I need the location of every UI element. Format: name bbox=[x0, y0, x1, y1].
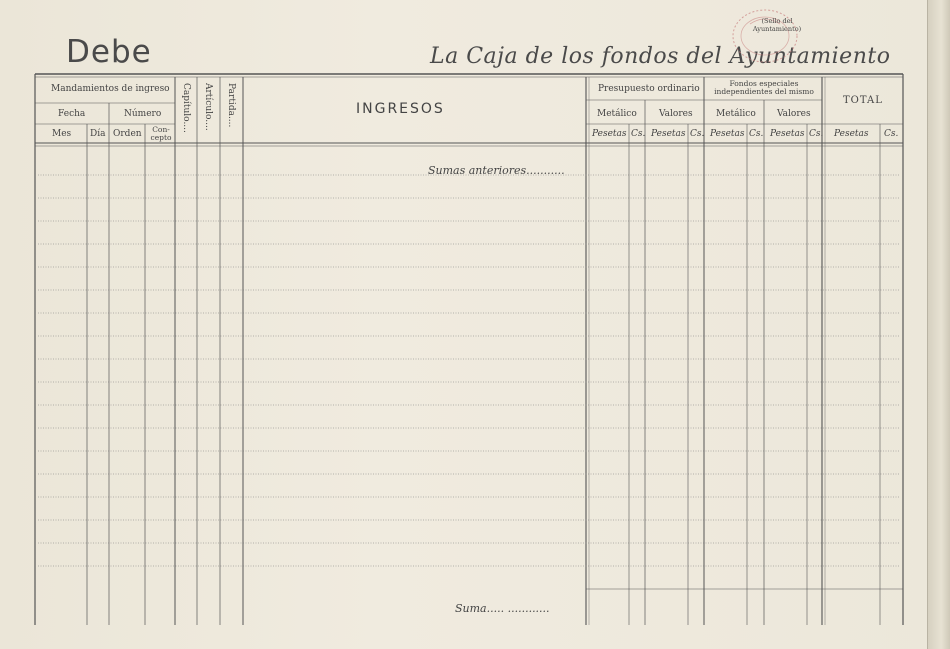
cs-header-3: Cs. bbox=[749, 129, 764, 139]
ingresos-header: INGRESOS bbox=[356, 101, 445, 117]
fondos-header: Fondos especiales independientes del mismo bbox=[714, 79, 814, 96]
valores-header-2: Valores bbox=[777, 109, 811, 119]
articulo-header: Artículo.... bbox=[203, 83, 213, 131]
ruled-row-lines bbox=[38, 175, 900, 566]
cs-header-5: Cs. bbox=[884, 129, 899, 139]
suma-label: Suma..... ............ bbox=[455, 602, 550, 615]
dia-header: Día bbox=[90, 129, 106, 139]
pesetas-header-5: Pesetas bbox=[834, 129, 869, 139]
fecha-header: Fecha bbox=[58, 109, 86, 119]
valores-header-1: Valores bbox=[659, 109, 693, 119]
pesetas-header-1: Pesetas bbox=[592, 129, 627, 139]
orden-header: Orden bbox=[113, 129, 142, 139]
cs-header-1: Cs. bbox=[631, 129, 646, 139]
caja-title: La Caja de los fondos del Ayuntamiento bbox=[430, 44, 891, 69]
debe-title: Debe bbox=[66, 34, 152, 70]
numero-header: Número bbox=[124, 109, 162, 119]
seal-caption: (Sello del Ayuntamiento) bbox=[752, 17, 802, 33]
mes-header: Mes bbox=[52, 129, 72, 139]
pesetas-header-3: Pesetas bbox=[710, 129, 745, 139]
partida-header: Partida.... bbox=[226, 83, 236, 128]
pesetas-header-4: Pesetas bbox=[770, 129, 805, 139]
total-header: TOTAL bbox=[843, 95, 883, 106]
metalico-header-1: Metálico bbox=[597, 109, 637, 119]
pesetas-header-2: Pesetas bbox=[651, 129, 686, 139]
cs-header-4: Cs. bbox=[809, 129, 824, 139]
sumas-anteriores-label: Sumas anteriores........... bbox=[428, 164, 565, 177]
concepto-header: Con-cepto bbox=[150, 125, 172, 142]
cs-header-2: Cs. bbox=[690, 129, 705, 139]
capitulo-header: Capítulo.... bbox=[181, 83, 191, 133]
metalico-header-2: Metálico bbox=[716, 109, 756, 119]
presupuesto-header: Presupuesto ordinario bbox=[598, 84, 700, 94]
mandamientos-header: Mandamientos de ingreso bbox=[51, 84, 170, 94]
